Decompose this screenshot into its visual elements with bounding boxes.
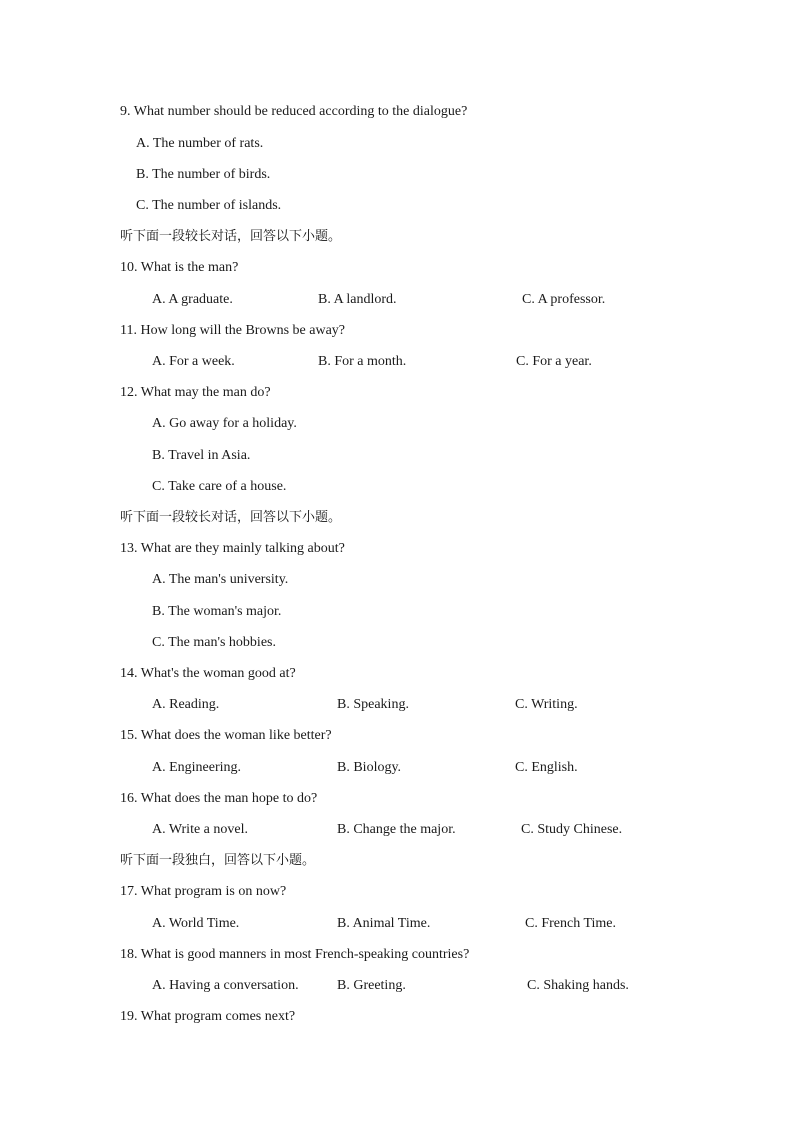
question-13-option-a: A. The man's university. (152, 572, 289, 587)
question-15-option-c: C. English. (515, 760, 578, 775)
question-13: 13. What are they mainly talking about? (120, 541, 345, 556)
question-11-option-b: B. For a month. (318, 354, 407, 369)
section-instruction-3: 听下面一段独白，回答以下小题。 (120, 853, 316, 868)
question-18-option-a: A. Having a conversation. (152, 978, 299, 993)
question-17-option-b: B. Animal Time. (337, 916, 431, 931)
question-16-option-a: A. Write a novel. (152, 822, 248, 837)
question-10-option-b: B. A landlord. (318, 292, 397, 307)
question-9: 9. What number should be reduced according to the dialogue? (120, 104, 468, 119)
question-9-option-b: B. The number of birds. (136, 167, 271, 182)
question-15-option-a: A. Engineering. (152, 760, 242, 775)
question-14-option-b: B. Speaking. (337, 697, 409, 712)
question-15: 15. What does the woman like better? (120, 728, 332, 743)
question-12: 12. What may the man do? (120, 385, 271, 400)
question-18: 18. What is good manners in most French-speaking countries? (120, 947, 470, 962)
question-11: 11. How long will the Browns be away? (120, 323, 345, 338)
question-15-option-b: B. Biology. (337, 760, 402, 775)
question-16-option-c: C. Study Chinese. (521, 822, 623, 837)
question-9-option-a: A. The number of rats. (136, 136, 264, 151)
question-17: 17. What program is on now? (120, 884, 287, 899)
question-12-option-c: C. Take care of a house. (152, 479, 287, 494)
question-11-option-c: C. For a year. (516, 354, 592, 369)
question-13-option-c: C. The man's hobbies. (152, 635, 276, 650)
question-17-option-c: C. French Time. (525, 916, 617, 931)
question-13-option-b: B. The woman's major. (152, 604, 282, 619)
question-11-option-a: A. For a week. (152, 354, 235, 369)
question-10: 10. What is the man? (120, 260, 239, 275)
question-12-option-b: B. Travel in Asia. (152, 448, 251, 463)
question-16: 16. What does the man hope to do? (120, 791, 318, 806)
question-18-option-c: C. Shaking hands. (527, 978, 629, 993)
question-16-option-b: B. Change the major. (337, 822, 456, 837)
question-18-option-b: B. Greeting. (337, 978, 406, 993)
question-10-option-a: A. A graduate. (152, 292, 233, 307)
section-instruction-2: 听下面一段较长对话，回答以下小题。 (120, 510, 342, 525)
question-19: 19. What program comes next? (120, 1009, 296, 1024)
question-17-option-a: A. World Time. (152, 916, 240, 931)
question-12-option-a: A. Go away for a holiday. (152, 416, 297, 431)
section-instruction-1: 听下面一段较长对话，回答以下小题。 (120, 229, 342, 244)
question-14-option-c: C. Writing. (515, 697, 578, 712)
question-9-option-c: C. The number of islands. (136, 198, 282, 213)
question-10-option-c: C. A professor. (522, 292, 606, 307)
question-14: 14. What's the woman good at? (120, 666, 296, 681)
question-14-option-a: A. Reading. (152, 697, 220, 712)
